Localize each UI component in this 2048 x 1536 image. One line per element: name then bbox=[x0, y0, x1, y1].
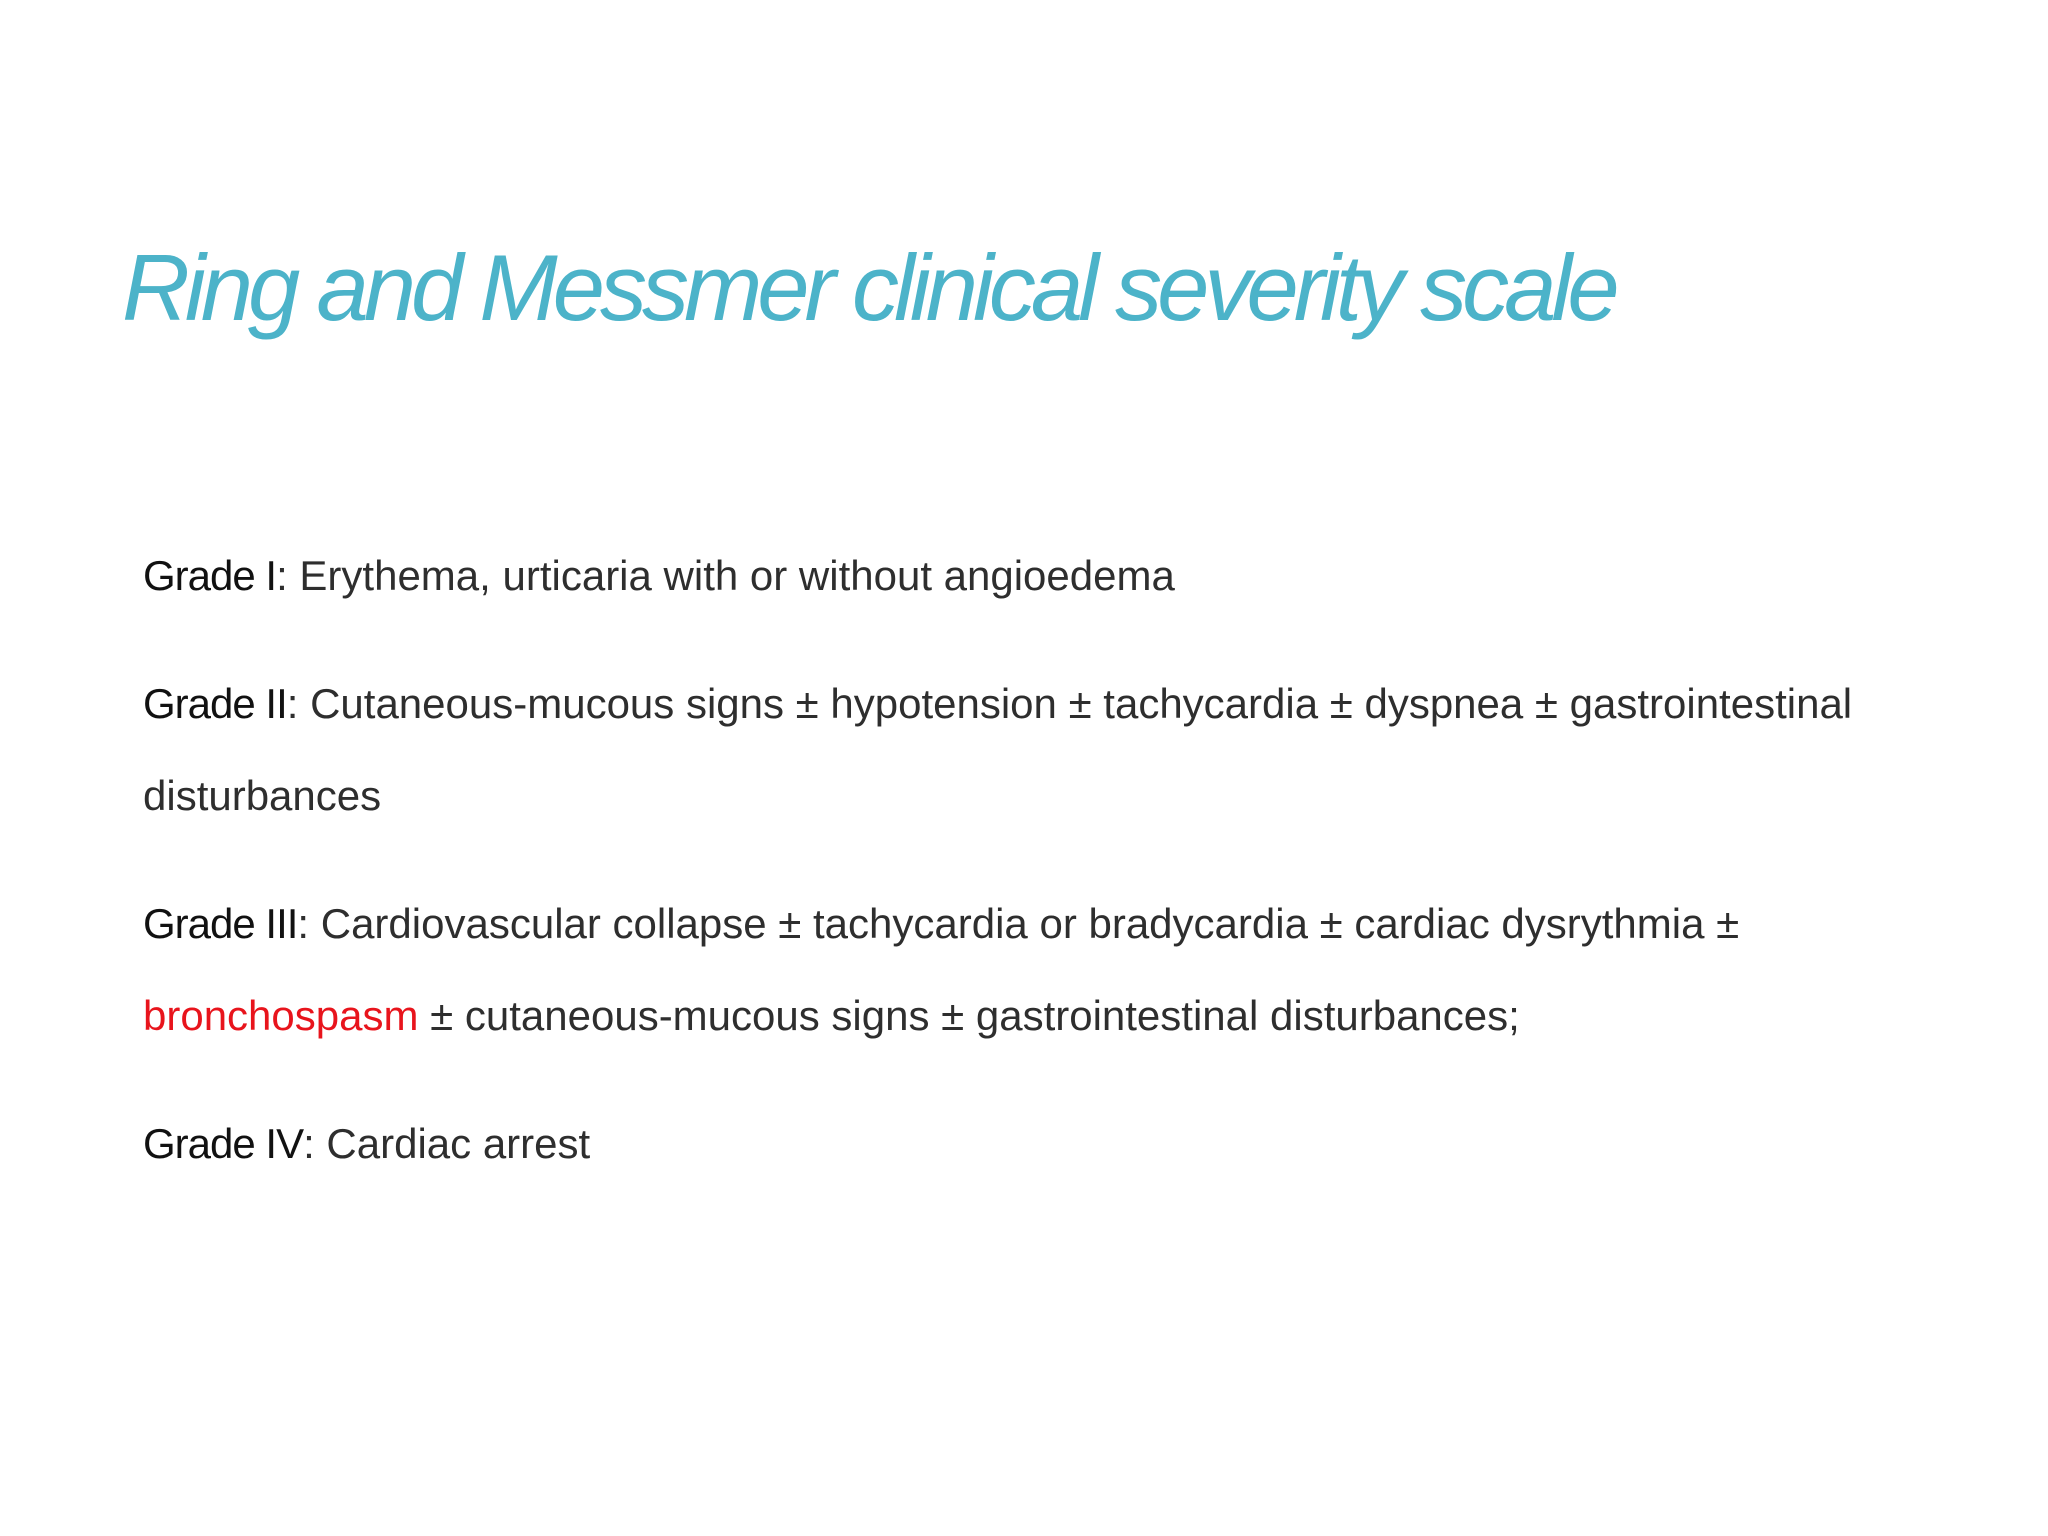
slide-title: Ring and Messmer clinical severity scale bbox=[122, 235, 1615, 340]
grade-description: Cardiac arrest bbox=[314, 1120, 591, 1167]
grade-item-4 bbox=[143, 1098, 1943, 1190]
grade-separator: : bbox=[303, 1120, 315, 1167]
grade-item-1 bbox=[143, 530, 1943, 622]
grade-label: Grade IV bbox=[143, 1120, 304, 1167]
grade-separator: : bbox=[286, 680, 299, 727]
grade-label: Grade I bbox=[143, 552, 277, 599]
highlighted-term: bronchospasm bbox=[143, 992, 419, 1039]
grade-description-continued: ± cutaneous-mucous signs ± gastrointestinal disturbances; bbox=[418, 992, 1520, 1039]
grade-description: Cardiovascular collapse ± tachycardia or bradycardia ± cardiac dysrythmia ± bbox=[309, 900, 1740, 947]
grade-label: Grade III bbox=[143, 900, 298, 947]
grade-separator: : bbox=[276, 552, 288, 599]
grade-separator: : bbox=[297, 900, 310, 947]
grade-item-2 bbox=[143, 658, 1943, 842]
grade-list bbox=[143, 530, 1943, 1226]
grade-description: Cutaneous-mucous signs ± hypotension ± tachycardia ± dyspnea ± gastrointestinal disturbances bbox=[143, 680, 1853, 819]
grade-label: Grade II bbox=[143, 680, 287, 727]
grade-description: Erythema, urticaria with or without angioedema bbox=[287, 552, 1175, 599]
grade-item-3 bbox=[143, 878, 1943, 1062]
